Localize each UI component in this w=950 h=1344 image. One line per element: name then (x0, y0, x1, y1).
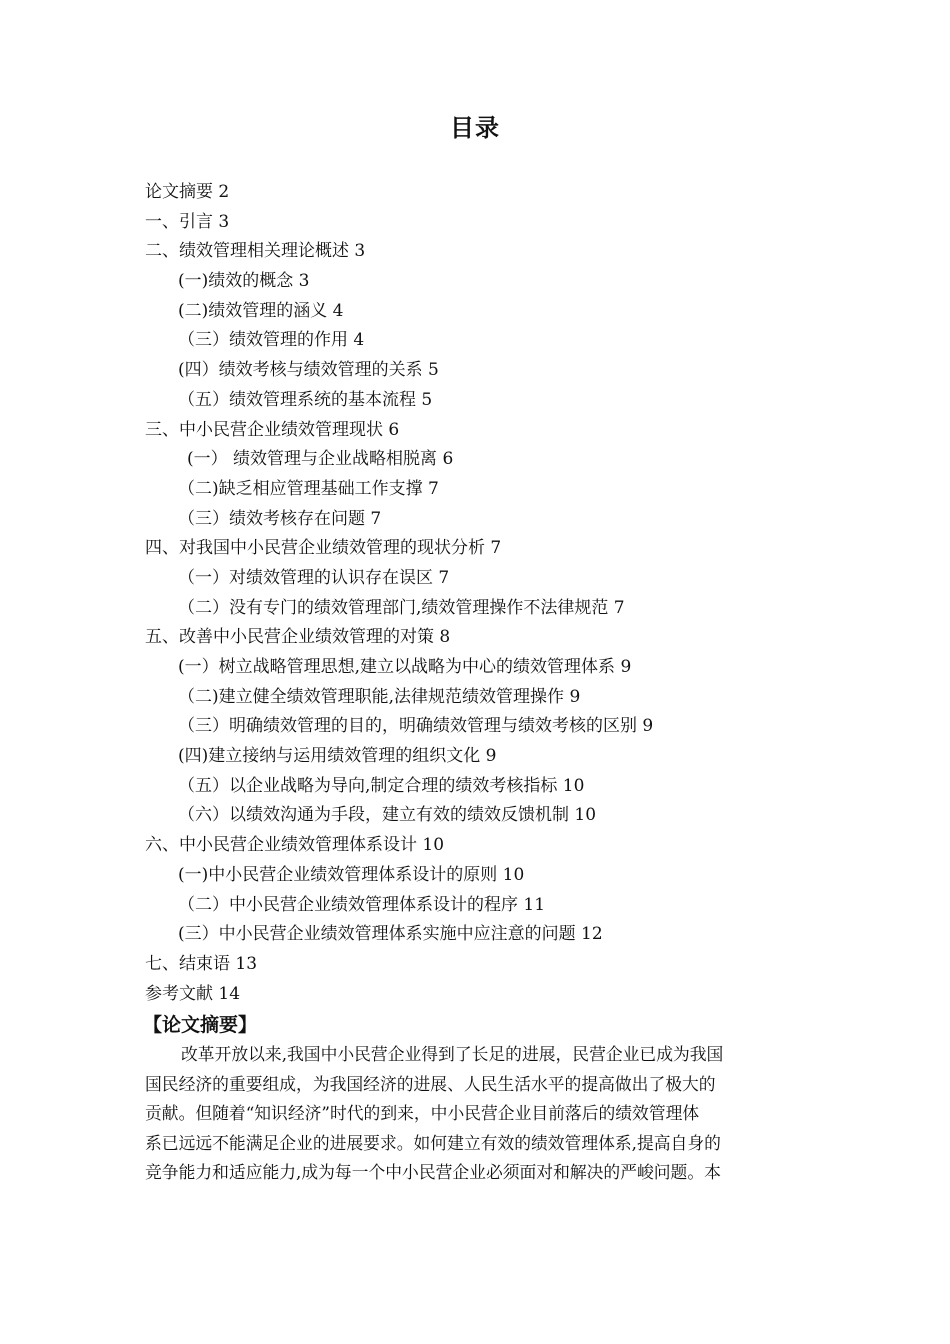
toc-item[interactable]: 七、结束语 13 (145, 953, 258, 974)
toc-subitem[interactable]: (一)绩效的概念 3 (178, 271, 310, 292)
abstract-body (145, 1040, 809, 1188)
toc-subitem[interactable]: （六）以绩效沟通为手段，建立有效的绩效反馈机制 10 (178, 805, 597, 826)
toc-item[interactable]: 六、中小民营企业绩效管理体系设计 10 (145, 835, 445, 856)
toc-subitem[interactable]: （二)缺乏相应管理基础工作支撑 7 (178, 478, 439, 499)
toc-subitem[interactable]: （二）中小民营企业绩效管理体系设计的程序 11 (178, 894, 546, 915)
toc-subitem[interactable]: （一）对绩效管理的认识存在误区 7 (178, 567, 450, 588)
toc-subitem[interactable]: （三）绩效管理的作用 4 (178, 330, 365, 351)
abstract-line: 改革开放以来,我国中小民营企业得到了长足的进展，民营企业已成为我国 (181, 1044, 724, 1064)
table-of-contents (145, 178, 825, 1009)
toc-subitem[interactable]: （三）绩效考核存在问题 7 (178, 508, 382, 529)
toc-subitem[interactable]: （二)建立健全绩效管理职能,法律规范绩效管理操作 9 (178, 686, 581, 707)
toc-subitem[interactable]: (一）树立战略管理思想,建立以战略为中心的绩效管理体系 9 (178, 657, 632, 677)
toc-item[interactable]: 二、绩效管理相关理论概述 3 (145, 241, 366, 262)
toc-item[interactable]: 四、对我国中小民营企业绩效管理的现状分析 7 (145, 538, 502, 559)
toc-subitem[interactable]: （五）以企业战略为导向,制定合理的绩效考核指标 10 (178, 775, 585, 796)
toc-subitem[interactable]: （五）绩效管理系统的基本流程 5 (178, 389, 433, 410)
abstract-line: 国民经济的重要组成，为我国经济的进展、人民生活水平的提高做出了极大的 (145, 1073, 716, 1094)
toc-item[interactable]: 三、中小民营企业绩效管理现状 6 (145, 419, 400, 440)
toc-subitem[interactable]: (一)中小民营企业绩效管理体系设计的原则 10 (178, 864, 525, 885)
abstract-line: 竞争能力和适应能力,成为每一个中小民营企业必须面对和解决的严峻问题。本 (145, 1162, 721, 1182)
toc-subitem[interactable]: (三）中小民营企业绩效管理体系实施中应注意的问题 12 (178, 924, 603, 945)
toc-subitem[interactable]: (一） 绩效管理与企业战略相脱离 6 (187, 449, 454, 470)
abstract-line: 系已远远不能满足企业的进展要求。如何建立有效的绩效管理体系,提高自身的 (145, 1132, 721, 1153)
toc-item[interactable]: 论文摘要 2 (145, 182, 230, 202)
abstract-line: 贡献。但随着“知识经济”时代的到来，中小民营企业目前落后的绩效管理体 (145, 1103, 700, 1123)
toc-subitem[interactable]: （二）没有专门的绩效管理部门,绩效管理操作不法律规范 7 (178, 597, 625, 618)
toc-item[interactable]: 五、改善中小民营企业绩效管理的对策 8 (145, 627, 451, 648)
toc-subitem[interactable]: (二)绩效管理的涵义 4 (178, 300, 344, 321)
toc-subitem[interactable]: (四)建立接纳与运用绩效管理的组织文化 9 (178, 746, 497, 767)
toc-subitem[interactable]: （三）明确绩效管理的目的，明确绩效管理与绩效考核的区别 9 (178, 716, 654, 737)
toc-subitem[interactable]: (四）绩效考核与绩效管理的关系 5 (178, 360, 439, 381)
toc-item[interactable]: 参考文献 14 (145, 983, 241, 1004)
abstract-heading: 【论文摘要】 (143, 1014, 258, 1036)
toc-item[interactable]: 一、引言 3 (145, 211, 230, 232)
toc-title: 目录 (450, 114, 500, 142)
